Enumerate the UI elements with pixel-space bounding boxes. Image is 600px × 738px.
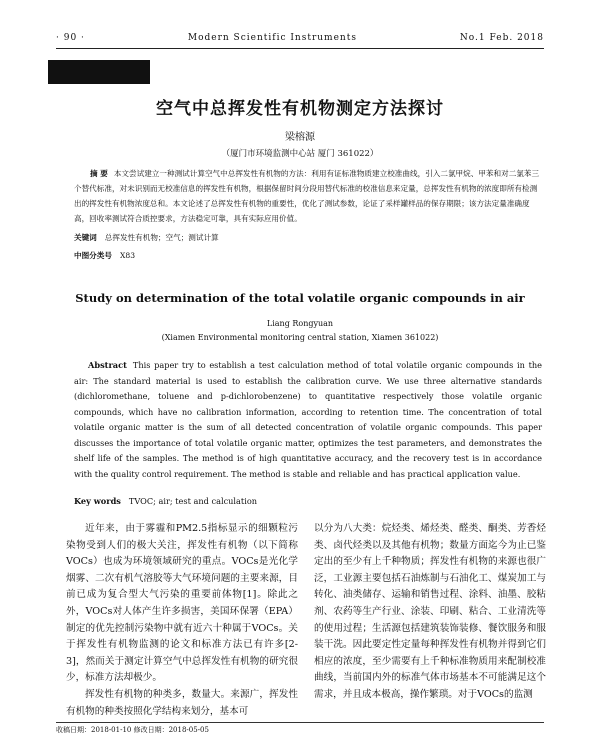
body-column-right <box>314 521 546 704</box>
classification-cn-text: X83 <box>119 251 136 260</box>
classification-cn-label: 中图分类号 <box>74 251 112 260</box>
author-english: Liang Rongyuan <box>266 319 334 328</box>
footnote <box>56 722 544 735</box>
issue-info: No.1 Feb. 2018 <box>459 33 544 43</box>
affiliation-english: (Xiamen Environmental monitoring central station, Xiamen 361022) <box>161 333 439 342</box>
footnote-text: 收稿日期：2018-01-10 修改日期：2018-05-05 <box>56 726 209 734</box>
title-chinese: 空气中总挥发性有机物测定方法探讨 <box>156 99 444 119</box>
affiliation-chinese: （厦门市环境监测中心站 厦门 361022） <box>221 149 379 159</box>
title-english: Study on determination of the total volatile organic compounds in air <box>75 291 525 305</box>
author-chinese: 梁榕源 <box>285 132 315 143</box>
running-header <box>56 30 544 46</box>
keywords-en-label: Key words <box>74 496 121 506</box>
body-paragraph: 以分为八大类：烷烃类、烯烃类、醛类、酮类、芳香烃类、卤代烃类以及其他有机物；数量方面迄今为止已鉴定出的至少有上千种物质；挥发性有机物的来源也很广泛，工业源主要包括石油炼制与石油化工、煤炭加工与转化、油类储存、运输和销售过程、涂料、油墨、胶粘剂、农药等生产行业、涂装、印刷、粘合、工业清洗等的使用过程；生活源包括建筑装饰装修、餐饮服务和服装干洗。因此要定性定量每种挥发性有机物并得到它们相应的浓度，至少需要有上千种标准物质用来配制校准曲线，当前国内外的标准气体市场基本不可能满足这个需求，并且成本极高，操作繁琐。对于VOCs的监测 <box>314 523 546 700</box>
page-number: · 90 · <box>56 33 85 43</box>
keywords-cn-label: 关键词 <box>74 233 97 242</box>
keywords-en-text: TVOC; air; test and calculation <box>128 496 258 506</box>
keywords-chinese <box>74 232 219 243</box>
abstract-cn-label: 摘 要 <box>90 169 108 178</box>
body-paragraph: 挥发性有机物的种类多，数量大。来源广，挥发性有机物的种类按照化学结构来划分，基本可 <box>66 688 298 717</box>
header-rule <box>56 48 544 49</box>
redaction-block <box>48 60 150 84</box>
abstract-en-label: Abstract <box>88 360 127 370</box>
body-paragraph: 近年来，由于雾霾和PM2.5指标显示的细颗粒污染物受到人们的极大关注，挥发性有机物（以下简称VOCs）也成为环境领域研究的重点。VOCs是光化学烟雾、二次有机气溶胶等大气环境问题的主要来源，目前已成为复合型大气污染的重要前体物[1]。除此之外，VOCs对人体产生许多损害，美国环保署（EPA）制定的优先控制污染物中就有近六十种属于VOCs。关于挥发性有机物监测的论文和标准方法已有许多[2-3]，然而关于测定计算空气中总挥发性有机物的研究很少，标准方法却极少。 <box>66 523 298 684</box>
classification-chinese <box>74 250 135 261</box>
keywords-cn-text: 总挥发性有机物；空气；测试计算 <box>104 233 219 242</box>
journal-name: Modern Scientific Instruments <box>187 33 357 43</box>
body-column-left <box>66 521 298 720</box>
keywords-english <box>74 496 257 506</box>
abstract-chinese <box>74 166 542 226</box>
abstract-english <box>74 358 542 482</box>
abstract-cn-text: 本文尝试建立一种测试计算空气中总挥发性有机物的方法：利用有证标准物质建立校准曲线，引入二氯甲烷、甲苯和对二氯苯三个替代标准，对未识别而无校准信息的挥发性有机物，根据保留时间分段用替代标准的校准信息来定量，总挥发性有机物的浓度即所有检测出的挥发性有机物浓度总和。本文论述了总挥发性有机物的重要性，优化了测试参数，论证了采样罐样品的保存期限；该方法定量准确度高，回收率测试符合质控要求，方法稳定可靠，具有实际应用价值。 <box>74 169 540 223</box>
abstract-en-text: This paper try to establish a test calculation method of total volatile organic compounds in the air: The standard material is used to establish the calibration curve. We use three alternative standards (dichloromethane, toluene and p-dichlorobenzene) to quantitative respectively those volatile organic compounds, which have no calibration information, according to retention time. The concentration of total volatile organic matter is the sum of all detected concentration of volatile organic compounds. This paper discusses the importance of total volatile organic matter, optimizes the test parameters, and demonstrates the shelf life of the samples. The method is of high quantitative accuracy, and the recovery test is in accordance with the quality control requirement. The method is stable and reliable and has practical application value. <box>74 360 542 479</box>
